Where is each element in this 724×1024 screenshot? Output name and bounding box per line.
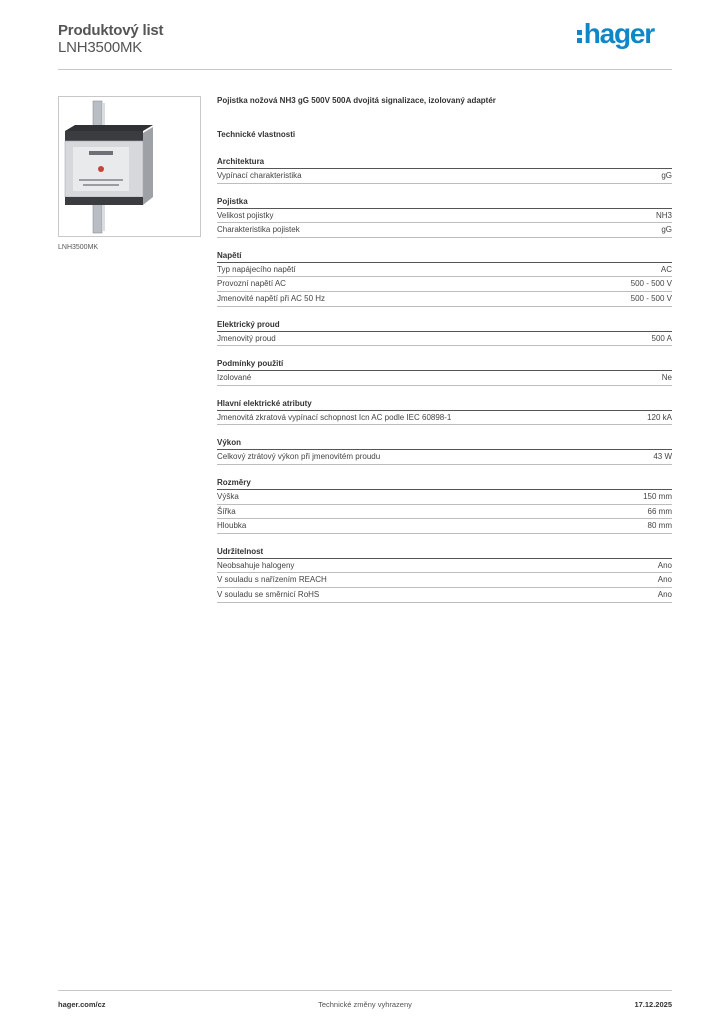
spec-row bbox=[217, 505, 672, 520]
section-title: Architektura bbox=[217, 155, 672, 169]
document-title: Produktový list bbox=[58, 22, 164, 39]
spec-value: 66 mm bbox=[647, 506, 672, 516]
spec-label: Jmenovitý proud bbox=[217, 333, 276, 343]
section-title: Napětí bbox=[217, 249, 672, 263]
spec-value: 43 W bbox=[653, 452, 672, 462]
tech-properties-heading: Technické vlastnosti bbox=[217, 130, 296, 139]
section-title: Hlavní elektrické atributy bbox=[217, 397, 672, 411]
footer-website[interactable]: hager.com/cz bbox=[58, 1000, 106, 1009]
logo-dots-icon bbox=[577, 30, 582, 43]
spec-label: Neobsahuje halogeny bbox=[217, 560, 295, 570]
spec-section bbox=[217, 318, 672, 347]
spec-row bbox=[217, 209, 672, 224]
spec-label: Provozní napětí AC bbox=[217, 279, 286, 289]
spec-value: gG bbox=[661, 171, 672, 180]
spec-value: 500 - 500 V bbox=[630, 279, 672, 289]
spec-row bbox=[217, 450, 672, 465]
spec-row bbox=[217, 573, 672, 588]
product-code: LNH3500MK bbox=[58, 39, 143, 56]
spec-row bbox=[217, 292, 672, 307]
spec-label: V souladu se směrnicí RoHS bbox=[217, 589, 320, 599]
spec-value: 500 A bbox=[651, 333, 672, 343]
spec-label: Charakteristika pojistek bbox=[217, 225, 300, 235]
spec-value: 500 - 500 V bbox=[630, 293, 672, 303]
spec-content bbox=[217, 96, 672, 603]
logo-text: hager bbox=[583, 18, 654, 49]
spec-value: 120 kA bbox=[647, 412, 672, 422]
spec-row bbox=[217, 169, 672, 184]
spec-section bbox=[217, 195, 672, 238]
fuse-icon bbox=[59, 97, 200, 236]
spec-label: V souladu s nařízením REACH bbox=[217, 575, 327, 585]
spec-section bbox=[217, 357, 672, 386]
section-title: Výkon bbox=[217, 436, 672, 450]
product-image bbox=[58, 96, 201, 237]
spec-label: Typ napájecího napětí bbox=[217, 264, 296, 274]
spec-row bbox=[217, 263, 672, 278]
spec-section bbox=[217, 436, 672, 465]
spec-label: Izolované bbox=[217, 373, 252, 383]
spec-section bbox=[217, 249, 672, 307]
spec-value: 150 mm bbox=[643, 491, 672, 501]
spec-label: Jmenovité napětí při AC 50 Hz bbox=[217, 293, 326, 303]
section-title: Elektrický proud bbox=[217, 318, 672, 332]
spec-row bbox=[217, 277, 672, 292]
spec-label: Celkový ztrátový výkon při jmenovitém proudu bbox=[217, 452, 381, 462]
section-title: Podmínky použití bbox=[217, 357, 672, 371]
spec-row bbox=[217, 519, 672, 534]
spec-label: Jmenovitá zkratová vypínací schopnost Icn AC podle IEC 60898-1 bbox=[217, 412, 452, 422]
spec-value: gG bbox=[661, 225, 672, 235]
spec-value: Ano bbox=[657, 560, 672, 570]
spec-section bbox=[217, 397, 672, 426]
page-header bbox=[58, 18, 672, 70]
image-caption: LNH3500MK bbox=[58, 244, 99, 251]
footer-notice: Technické změny vyhrazeny bbox=[318, 1000, 412, 1009]
spec-value: AC bbox=[660, 264, 672, 274]
spec-value: Ano bbox=[657, 575, 672, 585]
spec-row bbox=[217, 588, 672, 603]
spec-section bbox=[217, 155, 672, 184]
footer-date: 17.12.2025 bbox=[634, 1000, 672, 1009]
section-title: Udržitelnost bbox=[217, 545, 672, 559]
spec-section bbox=[217, 545, 672, 603]
spec-label: Velikost pojistky bbox=[217, 210, 274, 220]
spec-label: Vypínací charakteristika bbox=[217, 171, 302, 180]
spec-label: Hloubka bbox=[217, 521, 247, 531]
section-title: Pojistka bbox=[217, 195, 672, 209]
spec-row bbox=[217, 332, 672, 347]
spec-row bbox=[217, 559, 672, 574]
page-footer bbox=[58, 990, 672, 1014]
spec-label: Výška bbox=[217, 491, 239, 501]
spec-value: Ne bbox=[661, 373, 672, 383]
spec-row bbox=[217, 411, 672, 426]
spec-value: Ano bbox=[657, 589, 672, 599]
spec-row bbox=[217, 371, 672, 386]
spec-row bbox=[217, 490, 672, 505]
spec-value: 80 mm bbox=[647, 521, 672, 531]
spec-row bbox=[217, 223, 672, 238]
hager-logo[interactable] bbox=[577, 19, 654, 49]
product-description: Pojistka nožová NH3 gG 500V 500A dvojitá signalizace, izolovaný adaptér bbox=[217, 96, 496, 105]
spec-section bbox=[217, 476, 672, 534]
spec-value: NH3 bbox=[655, 210, 672, 220]
spec-sections bbox=[217, 155, 672, 603]
spec-label: Šířka bbox=[217, 506, 236, 516]
section-title: Rozměry bbox=[217, 476, 672, 490]
